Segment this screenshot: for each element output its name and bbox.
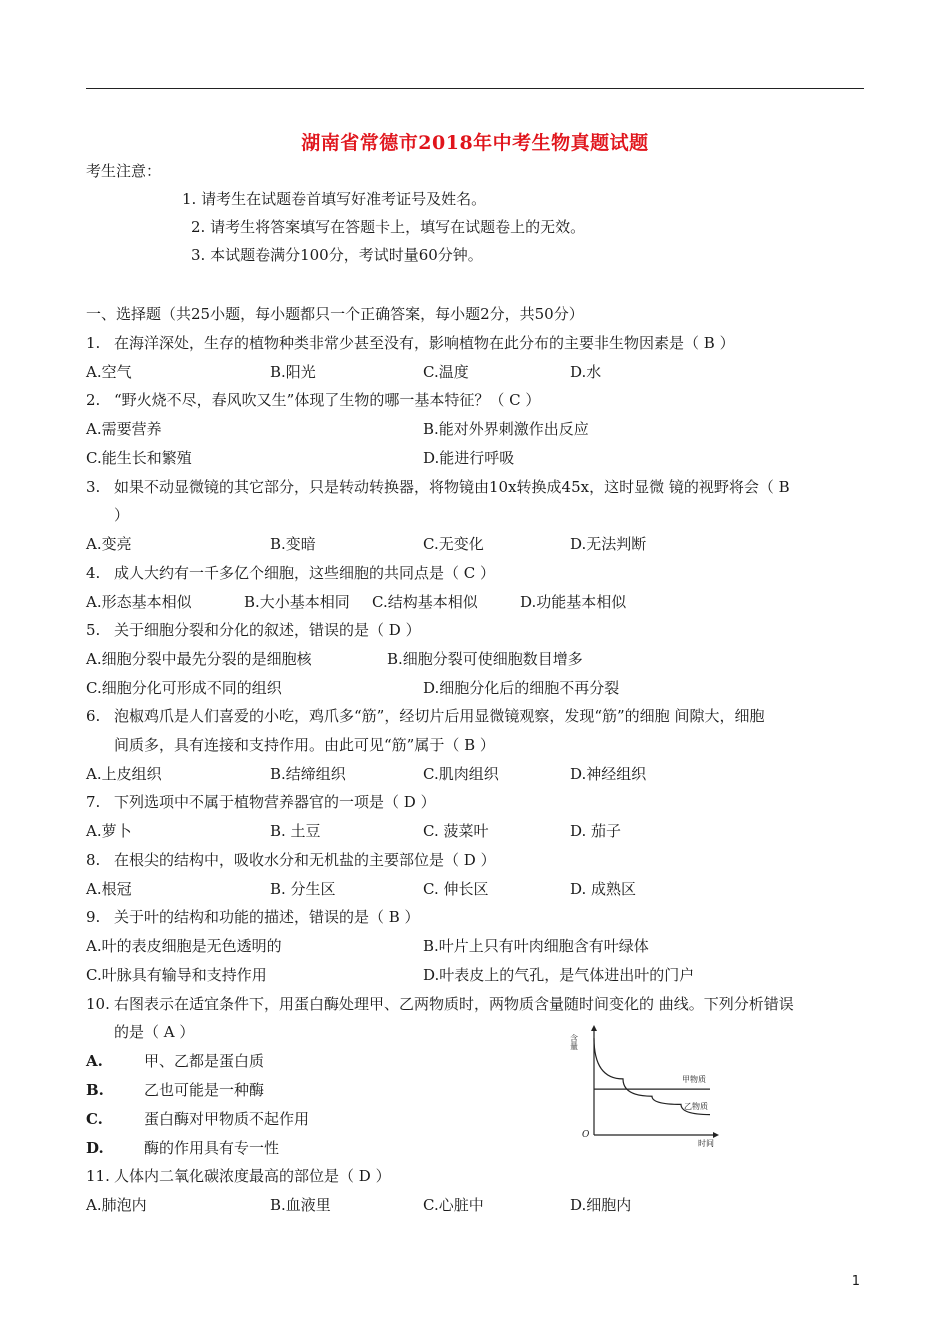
page-title: 湖南省常德市2018年中考生物真题试题 bbox=[301, 132, 649, 154]
question-number: 3. bbox=[86, 478, 101, 496]
option: D.水 bbox=[570, 363, 602, 381]
option: C.结构基本相似 bbox=[372, 593, 478, 611]
option-text: 甲、乙都是蛋白质 bbox=[144, 1052, 265, 1070]
option bbox=[86, 1109, 309, 1129]
question-11 bbox=[86, 1166, 391, 1186]
option: B.结缔组织 bbox=[270, 765, 346, 783]
option: D. 成熟区 bbox=[570, 880, 637, 898]
substance-content-chart bbox=[570, 1023, 720, 1148]
option: A.肺泡内 bbox=[86, 1196, 147, 1214]
question-number: 4. bbox=[86, 564, 101, 582]
question-text: 如果不动显微镜的其它部分，只是转动转换器，将物镜由10x转换成45x，这时显微 镜的视野将会（ B bbox=[114, 478, 790, 496]
option: A.形态基本相似 bbox=[86, 593, 192, 611]
option: B. 土豆 bbox=[270, 822, 321, 840]
question-6 bbox=[86, 706, 764, 726]
question-text-cont: 间质多，具有连接和支持作用。由此可见“筋”属于（ B ） bbox=[114, 736, 495, 754]
legend-jia: 甲物质 bbox=[682, 1075, 706, 1084]
question-4 bbox=[86, 563, 495, 583]
option: A.细胞分裂中最先分裂的是细胞核 bbox=[86, 650, 312, 668]
question-9 bbox=[86, 907, 420, 927]
option: B.阳光 bbox=[270, 363, 316, 381]
option: C.温度 bbox=[423, 363, 469, 381]
question-text: 右图表示在适宜条件下，用蛋白酶处理甲、乙两物质时，两物质含量随时间变化的 曲线。下列分析错误 bbox=[114, 995, 794, 1013]
option: A.变亮 bbox=[86, 535, 132, 553]
option: C. 菠菜叶 bbox=[423, 822, 489, 840]
option-letter: C. bbox=[86, 1110, 103, 1128]
option: A.空气 bbox=[86, 363, 132, 381]
option: C.叶脉具有输导和支持作用 bbox=[86, 966, 267, 984]
option bbox=[86, 1080, 264, 1100]
question-text: 在海洋深处，生存的植物种类非常少甚至没有，影响植物在此分布的主要非生物因素是（ B ） bbox=[114, 334, 735, 352]
option: C.心脏中 bbox=[423, 1196, 484, 1214]
question-1 bbox=[86, 333, 735, 353]
question-text: 下列选项中不属于植物营养器官的一项是（ D ） bbox=[114, 793, 436, 811]
question-number: 2. bbox=[86, 391, 101, 409]
option: B.大小基本相同 bbox=[244, 593, 350, 611]
question-number: 5. bbox=[86, 621, 101, 639]
question-3 bbox=[86, 477, 790, 497]
option bbox=[86, 1051, 264, 1071]
header-rule bbox=[86, 88, 864, 89]
option-text: 蛋白酶对甲物质不起作用 bbox=[144, 1110, 310, 1128]
question-7 bbox=[86, 792, 436, 812]
question-text: 关于细胞分裂和分化的叙述，错误的是（ D ） bbox=[114, 621, 421, 639]
option: A.需要营养 bbox=[86, 420, 162, 438]
y-axis-label: 含量 bbox=[570, 1034, 579, 1050]
question-number: 10. bbox=[86, 995, 110, 1013]
option: D.细胞内 bbox=[570, 1196, 632, 1214]
option: B.能对外界刺激作出反应 bbox=[423, 420, 589, 438]
notice-item: 2. 请考生将答案填写在答题卡上，填写在试题卷上的无效。 bbox=[191, 218, 586, 236]
question-number: 7. bbox=[86, 793, 101, 811]
y-axis-arrow bbox=[591, 1025, 597, 1031]
notice-item: 1. 请考生在试题卷首填写好准考证号及姓名。 bbox=[182, 190, 487, 208]
question-text-cont: ） bbox=[114, 506, 130, 524]
option: B.血液里 bbox=[270, 1196, 331, 1214]
question-number: 8. bbox=[86, 851, 101, 869]
question-number: 1. bbox=[86, 334, 101, 352]
option: B.变暗 bbox=[270, 535, 316, 553]
question-text: 人体内二氧化碳浓度最高的部位是（ D ） bbox=[114, 1167, 391, 1185]
option: B. 分生区 bbox=[270, 880, 336, 898]
section-heading: 一、选择题（共25小题，每小题都只一个正确答案，每小题2分，共50分） bbox=[86, 305, 584, 323]
option: D. 茄子 bbox=[570, 822, 622, 840]
option: C.无变化 bbox=[423, 535, 484, 553]
notice-heading: 考生注意： bbox=[86, 162, 162, 180]
origin-label: O bbox=[582, 1130, 590, 1140]
option: A.上皮组织 bbox=[86, 765, 162, 783]
question-5 bbox=[86, 620, 421, 640]
option bbox=[86, 1138, 279, 1158]
option-letter: A. bbox=[86, 1052, 103, 1070]
option: B.叶片上只有叶肉细胞含有叶绿体 bbox=[423, 937, 649, 955]
option: C.肌肉组织 bbox=[423, 765, 499, 783]
question-10 bbox=[86, 994, 794, 1014]
option: C.能生长和繁殖 bbox=[86, 449, 192, 467]
question-text: 在根尖的结构中，吸收水分和无机盐的主要部位是（ D ） bbox=[114, 851, 496, 869]
option: D.无法判断 bbox=[570, 535, 647, 553]
option: A.根冠 bbox=[86, 880, 132, 898]
question-text: 关于叶的结构和功能的描述，错误的是（ B ） bbox=[114, 908, 420, 926]
question-text: “野火烧不尽，春风吹又生”体现了生物的哪一基本特征？（ C ） bbox=[114, 391, 541, 409]
question-number: 11. bbox=[86, 1167, 110, 1185]
option: C. 伸长区 bbox=[423, 880, 489, 898]
option: B.细胞分裂可使细胞数目增多 bbox=[387, 650, 583, 668]
question-text-cont: 的是（ A ） bbox=[114, 1023, 195, 1041]
option: D.细胞分化后的细胞不再分裂 bbox=[423, 679, 620, 697]
question-text: 成人大约有一千多亿个细胞，这些细胞的共同点是（ C ） bbox=[114, 564, 496, 582]
legend-yi: 乙物质 bbox=[684, 1102, 708, 1111]
option: A.萝卜 bbox=[86, 822, 132, 840]
option: C.细胞分化可形成不同的组织 bbox=[86, 679, 282, 697]
x-axis-label: 时间 bbox=[698, 1139, 714, 1148]
option-text: 乙也可能是一种酶 bbox=[144, 1081, 265, 1099]
question-number: 9. bbox=[86, 908, 101, 926]
question-text: 泡椒鸡爪是人们喜爱的小吃，鸡爪多“筋”，经切片后用显微镜观察，发现“筋”的细胞 间隙大，细胞 bbox=[114, 707, 765, 725]
x-axis-arrow bbox=[713, 1132, 719, 1138]
notice-item: 3. 本试题卷满分100分，考试时量60分钟。 bbox=[191, 246, 483, 264]
option-letter: D. bbox=[86, 1139, 104, 1157]
option: D.叶表皮上的气孔，是气体进出叶的门户 bbox=[423, 966, 695, 984]
page-number: 1 bbox=[851, 1274, 860, 1289]
option: D.神经组织 bbox=[570, 765, 647, 783]
question-8 bbox=[86, 850, 496, 870]
option-letter: B. bbox=[86, 1081, 104, 1099]
option: D.能进行呼吸 bbox=[423, 449, 515, 467]
option: D.功能基本相似 bbox=[520, 593, 627, 611]
option-text: 酶的作用具有专一性 bbox=[144, 1139, 280, 1157]
question-number: 6. bbox=[86, 707, 101, 725]
option: A.叶的表皮细胞是无色透明的 bbox=[86, 937, 282, 955]
question-2 bbox=[86, 390, 540, 410]
